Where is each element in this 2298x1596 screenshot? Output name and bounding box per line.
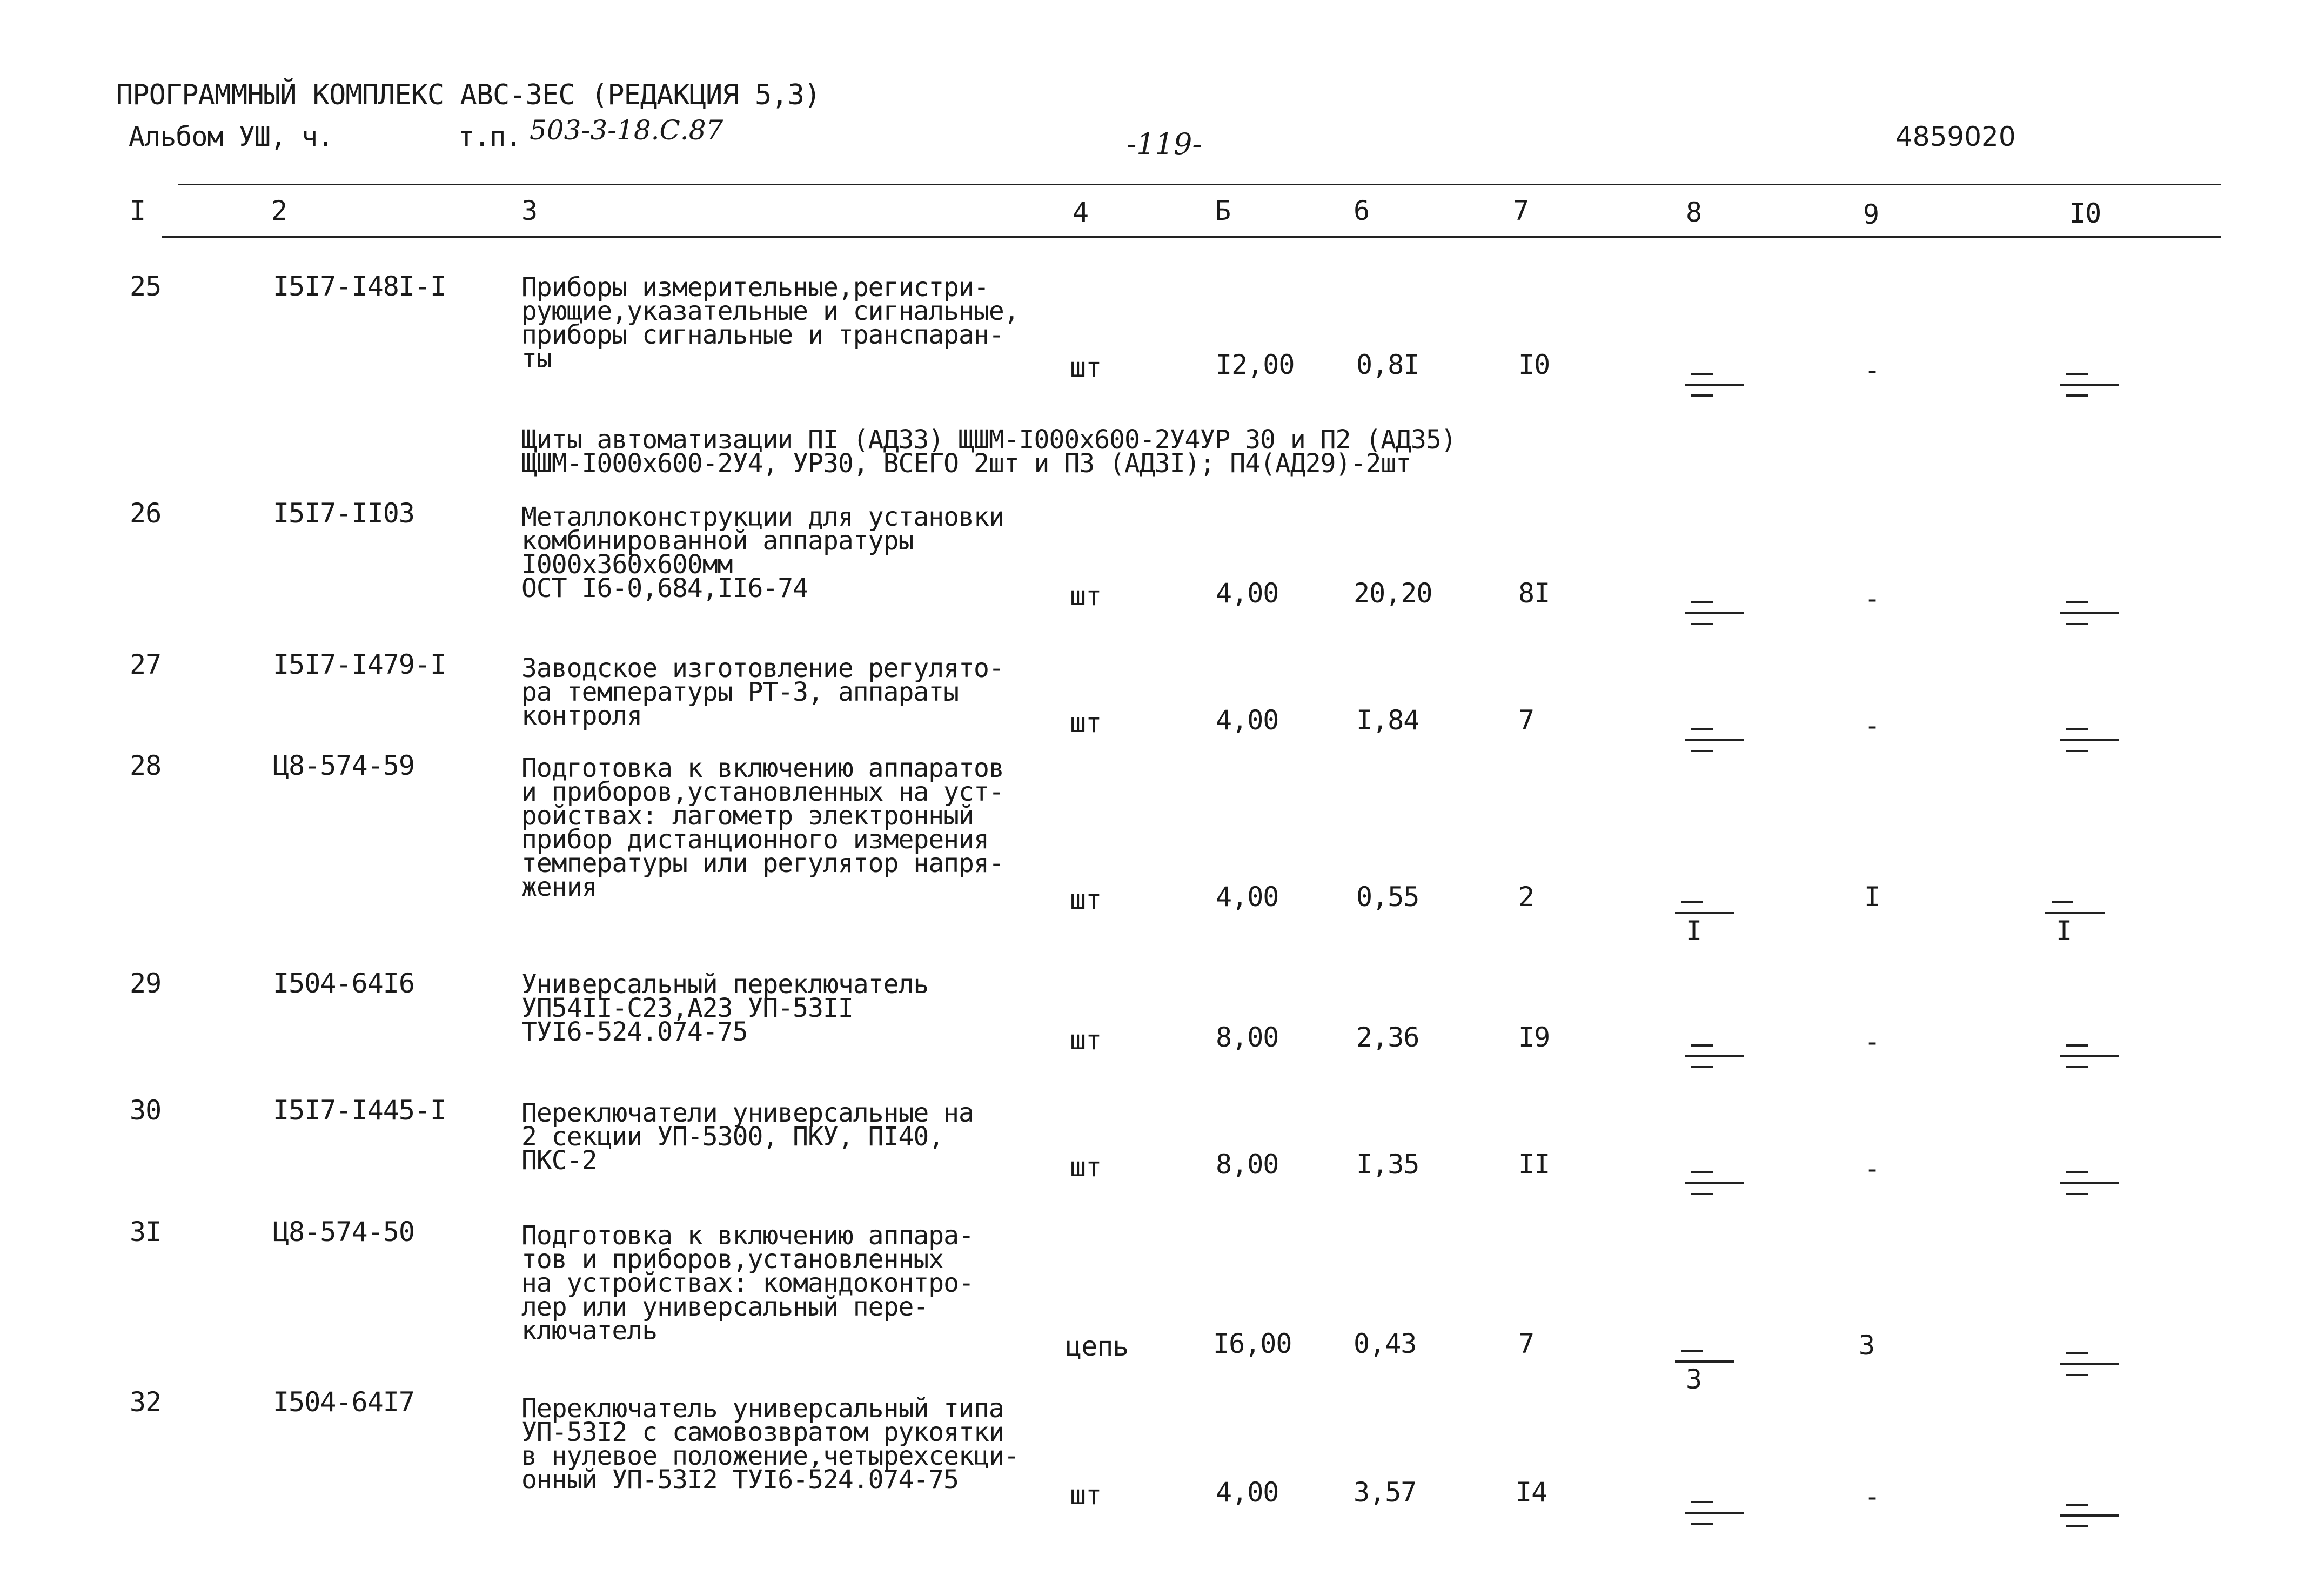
dash-mark-col8 bbox=[1685, 1491, 1744, 1534]
fraction-mark-col8 bbox=[1675, 1340, 1734, 1395]
section-note-line: Щиты автоматизации ПI (АД33) ЩШМ-I000x600-2У4УР 30 и П2 (АД35) bbox=[521, 425, 1456, 455]
row-total: 7 bbox=[1518, 705, 1535, 736]
row-code: I504-64I6 bbox=[273, 968, 414, 999]
dash-mark-col10 bbox=[2060, 719, 2119, 762]
program-title: ПРОГРАММНЫЙ КОМПЛЕКС АВС-ЗЕС (РЕДАКЦИЯ 5,3) bbox=[116, 79, 821, 111]
row-unit: шт bbox=[1070, 352, 1102, 383]
page-number: -119- bbox=[1127, 127, 1202, 161]
row-price: 20,20 bbox=[1354, 578, 1432, 609]
column-header-6: 6 bbox=[1354, 195, 1370, 226]
row-quantity: 8,00 bbox=[1216, 1149, 1279, 1180]
row-price: 0,55 bbox=[1356, 881, 1419, 913]
row-code: Ц8-574-50 bbox=[273, 1216, 414, 1248]
dash-mark-col8 bbox=[1685, 1162, 1744, 1205]
row-description-line: ОСТ I6-0,684,II6-74 bbox=[521, 573, 808, 603]
row-code: I5I7-I479-I bbox=[273, 649, 446, 680]
row-description-line: УП-53I2 с самовозвратом рукоятки bbox=[521, 1417, 1004, 1447]
row-description-line: комбинированной аппаратуры bbox=[521, 526, 914, 556]
row-number: 30 bbox=[130, 1095, 162, 1126]
row-total: I0 bbox=[1518, 349, 1550, 380]
row-description-line: прибор дистанционного измерения bbox=[521, 824, 989, 855]
row-number: 27 bbox=[130, 649, 162, 680]
tp-number: 503-3-18.С.87 bbox=[530, 115, 723, 146]
dash-mark-col10 bbox=[2060, 1162, 2119, 1205]
row-description-line: онный УП-53I2 ТУI6-524.074-75 bbox=[521, 1465, 959, 1495]
dash-mark-col10 bbox=[2060, 592, 2119, 635]
dash-mark-col8 bbox=[1685, 363, 1744, 406]
album-label: Альбом УШ, ч. bbox=[129, 121, 333, 152]
fraction-denominator: I bbox=[1686, 915, 1703, 947]
row-quantity: 4,00 bbox=[1216, 705, 1279, 736]
row-col9: 3 bbox=[1859, 1330, 1875, 1361]
row-price: 0,8I bbox=[1356, 349, 1419, 380]
row-price: 0,43 bbox=[1354, 1328, 1417, 1359]
row-total: 7 bbox=[1518, 1328, 1535, 1359]
row-total: 8I bbox=[1518, 578, 1550, 609]
row-number: 32 bbox=[130, 1386, 162, 1418]
row-description-line: ПКС-2 bbox=[521, 1145, 597, 1176]
row-description-line: ключатель bbox=[521, 1316, 658, 1346]
fraction-mark-col10 bbox=[2045, 891, 2105, 947]
row-quantity: 4,00 bbox=[1216, 881, 1279, 913]
row-col9: - bbox=[1864, 583, 1880, 614]
row-price: 3,57 bbox=[1354, 1477, 1417, 1508]
row-description-line: контроля bbox=[521, 701, 642, 731]
row-description-line: Подготовка к включению аппаратов bbox=[521, 753, 1004, 783]
row-unit: шт bbox=[1070, 1479, 1102, 1511]
row-description-line: на устройствах: командоконтро- bbox=[521, 1268, 974, 1298]
row-quantity: 8,00 bbox=[1216, 1022, 1279, 1053]
row-description-line: и приборов,установленных на уст- bbox=[521, 777, 1004, 807]
row-total: I9 bbox=[1518, 1022, 1550, 1053]
row-description-line: Металлоконструкции для установки bbox=[521, 502, 1004, 532]
row-unit: шт bbox=[1070, 1024, 1102, 1056]
tp-prefix: т.п. bbox=[458, 121, 521, 152]
row-description-line: лер или универсальный пере- bbox=[521, 1292, 929, 1322]
row-number: 28 bbox=[130, 750, 162, 781]
row-description-line: Приборы измерительные,регистри- bbox=[521, 272, 989, 303]
row-col9: - bbox=[1864, 1481, 1880, 1512]
row-price: I,35 bbox=[1356, 1149, 1419, 1180]
header-top-rule bbox=[178, 184, 2221, 185]
row-description-line: ра температуры РТ-3, аппараты bbox=[521, 677, 959, 707]
row-description-line: в нулевое положение,четырехсекци- bbox=[521, 1441, 1019, 1471]
row-code: I504-64I7 bbox=[273, 1386, 414, 1418]
column-header-10: I0 bbox=[2069, 198, 2101, 229]
row-unit: цепь bbox=[1066, 1331, 1129, 1362]
header-bottom-rule bbox=[162, 236, 2221, 238]
row-description-line: жения bbox=[521, 872, 597, 902]
column-header-5: Б bbox=[1215, 195, 1231, 226]
row-description-line: 2 секции УП-5300, ПКУ, ПI40, bbox=[521, 1122, 944, 1152]
row-code: I5I7-II03 bbox=[273, 498, 414, 529]
row-description-line: I000x360x600мм bbox=[521, 549, 733, 580]
row-description-line: тов и приборов,установленных bbox=[521, 1244, 944, 1275]
column-header-8: 8 bbox=[1686, 197, 1702, 228]
document-code: 4859020 bbox=[1895, 121, 2016, 152]
column-header-7: 7 bbox=[1513, 195, 1529, 226]
row-unit: шт bbox=[1070, 580, 1102, 612]
dash-mark-col10 bbox=[2060, 363, 2119, 406]
fraction-denominator: 3 bbox=[1686, 1364, 1703, 1395]
row-col9: - bbox=[1864, 354, 1880, 386]
row-description-line: рующие,указательные и сигнальные, bbox=[521, 296, 1019, 326]
row-description-line: Заводское изготовление регулято- bbox=[521, 653, 1004, 683]
row-description-line: Подготовка к включению аппара- bbox=[521, 1221, 974, 1251]
row-unit: шт bbox=[1070, 707, 1102, 739]
row-unit: шт bbox=[1070, 1151, 1102, 1183]
dash-mark-col8 bbox=[1685, 1035, 1744, 1078]
fraction-mark-col8 bbox=[1675, 891, 1734, 947]
row-description-line: ТУI6-524.074-75 bbox=[521, 1017, 748, 1047]
row-description-line: Универсальный переключатель bbox=[521, 969, 929, 1000]
row-description-line: Переключатели универсальные на bbox=[521, 1098, 974, 1128]
dash-mark-col10 bbox=[2060, 1035, 2119, 1078]
row-number: 26 bbox=[130, 498, 162, 529]
row-quantity: 4,00 bbox=[1216, 1477, 1279, 1508]
row-quantity: 4,00 bbox=[1216, 578, 1279, 609]
dash-mark-col8 bbox=[1685, 592, 1744, 635]
row-col9: - bbox=[1864, 1026, 1880, 1057]
column-header-3: 3 bbox=[521, 195, 538, 226]
row-number: 3I bbox=[130, 1216, 162, 1248]
row-price: 2,36 bbox=[1356, 1022, 1419, 1053]
row-col9: I bbox=[1864, 881, 1880, 913]
row-code: I5I7-I48I-I bbox=[273, 271, 446, 302]
row-description-line: ты bbox=[521, 344, 552, 374]
row-description-line: приборы сигнальные и транспаран- bbox=[521, 320, 1004, 350]
dash-mark-col10 bbox=[2060, 1343, 2119, 1386]
row-description-line: ройствах: лагометр электронный bbox=[521, 801, 974, 831]
row-total: I4 bbox=[1516, 1477, 1547, 1508]
row-description-line: Переключатель универсальный типа bbox=[521, 1393, 1004, 1424]
row-code: I5I7-I445-I bbox=[273, 1095, 446, 1126]
row-price: I,84 bbox=[1356, 705, 1419, 736]
row-quantity: I2,00 bbox=[1216, 349, 1295, 380]
row-col9: - bbox=[1864, 1153, 1880, 1184]
row-unit: шт bbox=[1070, 884, 1102, 915]
row-total: 2 bbox=[1518, 881, 1535, 913]
dash-mark-col8 bbox=[1685, 719, 1744, 762]
section-note-line: ЩШМ-I000x600-2У4, УР30, ВСЕГО 2шт и П3 (АД3I); П4(АД29)-2шт bbox=[521, 448, 1411, 479]
column-header-9: 9 bbox=[1863, 199, 1879, 230]
row-description-line: температуры или регулятор напря- bbox=[521, 848, 1004, 879]
column-header-2: 2 bbox=[271, 195, 287, 226]
row-col9: - bbox=[1864, 710, 1880, 741]
row-code: Ц8-574-59 bbox=[273, 750, 414, 781]
dash-mark-col10 bbox=[2060, 1494, 2119, 1537]
column-header-4: 4 bbox=[1073, 197, 1089, 228]
row-description-line: УП54II-С23,А23 УП-53II bbox=[521, 993, 853, 1023]
row-total: II bbox=[1518, 1149, 1550, 1180]
row-quantity: I6,00 bbox=[1213, 1328, 1292, 1359]
fraction-denominator: I bbox=[2056, 915, 2073, 947]
column-header-1: I bbox=[130, 195, 146, 226]
row-number: 25 bbox=[130, 271, 162, 302]
row-number: 29 bbox=[130, 968, 162, 999]
